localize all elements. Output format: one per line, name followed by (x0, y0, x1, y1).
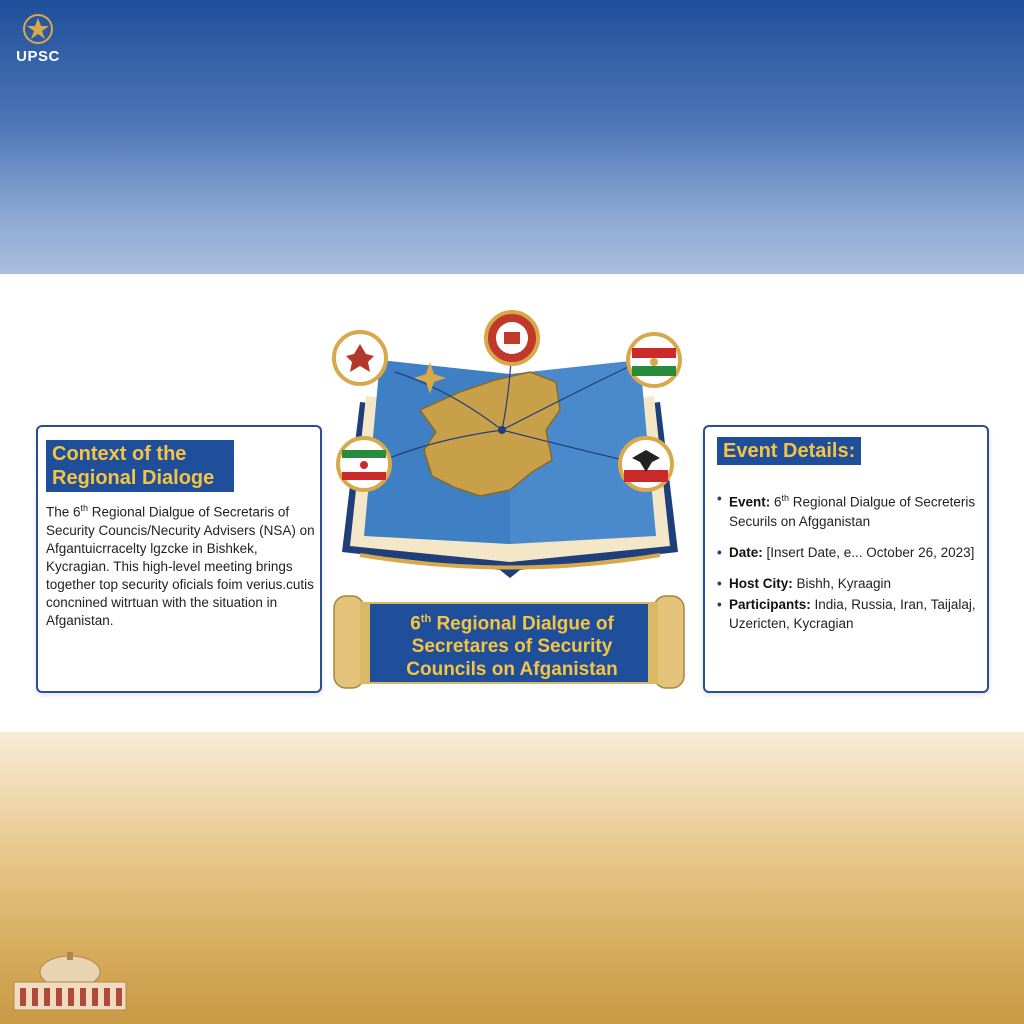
participants-label: Participants: (729, 596, 811, 612)
event-value-sup: th (781, 493, 790, 503)
emblem-icon (21, 12, 55, 46)
context-title: Context of the Regional Dialoge (46, 440, 234, 492)
iran-flag-icon (338, 438, 390, 490)
context-text: Regional Dialgue of Secretaris of Security Councis/Necurity Advisers (NSA) on Afgantuicrracelty lgzcke in Bishkek, Kycragian. This high-level meeting brings together top security oficials foim verius.cutis concnined witrtuan with the situation in Afganistan. (46, 504, 315, 628)
event-value-prefix: 6 (770, 494, 782, 510)
banner-prefix: 6 (410, 613, 421, 635)
brand-name: UPSC (16, 48, 60, 65)
tajikistan-flag-icon (628, 334, 680, 386)
russia-emblem-icon (334, 332, 386, 384)
upsc-logo (12, 12, 64, 65)
banner-text: Regional Dialgue of Secretares of Security Councils on Afganistan (406, 613, 618, 681)
context-body (46, 499, 318, 630)
top-band (0, 0, 1024, 274)
banner-title (370, 600, 654, 682)
kyrgyzstan-eagle-flag-icon (620, 438, 672, 490)
list-item (717, 574, 987, 593)
parliament-building-icon (8, 950, 132, 1014)
date-label: Date: (729, 544, 763, 560)
context-text-sup: th (80, 503, 89, 513)
bottom-band (0, 732, 1024, 1024)
list-item (717, 595, 987, 633)
list-item (717, 543, 987, 562)
center-point (498, 426, 506, 434)
event-title: Event Details: (717, 437, 861, 465)
participants-value: India, Russia, Iran, Taijalaj, Uzericten, Kycragian (729, 596, 976, 631)
host-city-value: Bishh, Kyraagin (792, 575, 892, 591)
list-item (717, 489, 987, 531)
event-details-list (717, 489, 987, 645)
context-panel (36, 425, 322, 693)
event-value: Regional Dialgue of Secreteris Securils on Afgganistan (729, 494, 976, 529)
afghanistan-emblem-icon (486, 312, 538, 364)
host-city-label: Host City: (729, 575, 793, 591)
date-value: [Insert Date, e... October 26, 2023] (762, 544, 975, 560)
banner-sup: th (420, 613, 432, 625)
event-panel (703, 425, 989, 693)
context-text-prefix: The 6 (46, 504, 81, 520)
event-label: Event: (729, 494, 771, 510)
